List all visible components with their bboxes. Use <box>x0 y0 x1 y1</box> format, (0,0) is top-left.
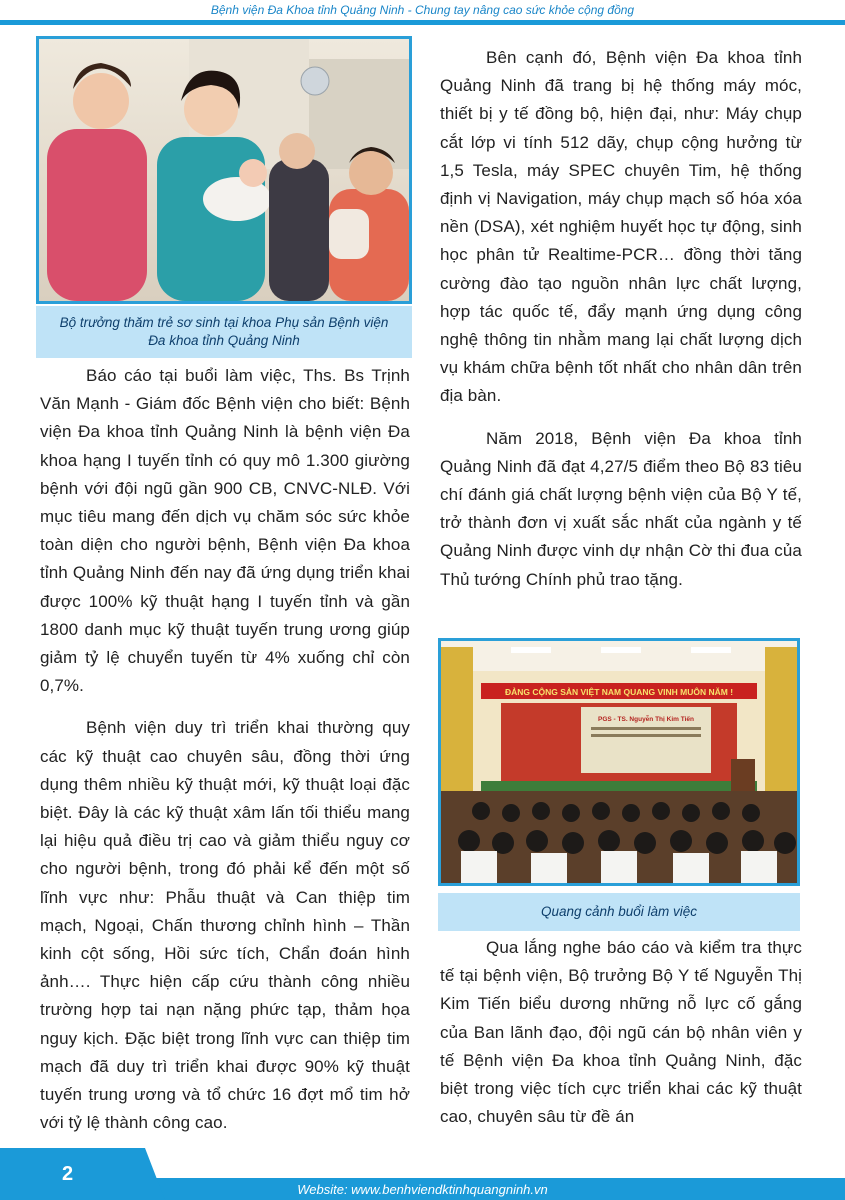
paragraph: Bệnh viện duy trì triển khai thường quy các kỹ thuật cao chuyên sâu, đồng thời ứng dụng thêm nhiều kỹ thuật mới, kỹ thuật loại đặc biệt. Đây là các kỹ thuật xâm lấn tối thiểu mang lại hiệu quả điều trị cao và giảm thiểu nguy cơ cho người bệnh, trong đó phải kể đến một số lĩnh vực như: Phẫu thuật và Can thiệp tim mạch, Ngoại, Chấn thương chỉnh hình – Thần kinh cột sống, Hồi sức tích, Chẩn đoán hình ảnh…. Thực hiện cấp cứu thành công nhiều trường hợp tai nạn nặng phức tạp, thảm họa nguy kịch. Đặc biệt trong lĩnh vực can thiệp tim mạch đã duy trì triển khai được 90% kỹ thuật tuyến trung ương và tổ chức 16 đợt mổ tim hở với tỷ lệ thành công cao. <box>40 718 410 1133</box>
photo-meeting-hall-caption: Quang cảnh buổi làm việc <box>438 893 800 931</box>
hall-banner-text: ĐẢNG CỘNG SẢN VIỆT NAM QUANG VINH MUÔN NĂM ! <box>504 687 734 697</box>
photo-minister-visit-image <box>39 39 409 301</box>
photo-meeting-hall-image <box>441 641 797 883</box>
right-column-top <box>440 44 802 594</box>
paragraph: Qua lắng nghe báo cáo và kiểm tra thực tế tại bệnh viện, Bộ trưởng Bộ Y tế Nguyễn Thị Kim Tiến biểu dương những nỗ lực cố gắng của Ban lãnh đạo, đội ngũ cán bộ nhân viên y tế Bệnh viện Đa khoa tỉnh Quảng Ninh, đặc biệt trong việc tích cực triển khai các kỹ thuật cao, chuyên sâu từ đề án <box>440 938 802 1127</box>
paragraph: Năm 2018, Bệnh viện Đa khoa tỉnh Quảng Ninh đã đạt 4,27/5 điểm theo Bộ 83 tiêu chí đánh giá chất lượng bệnh viện của Bộ Y tế, trở thành đơn vị xuất sắc nhất của ngành y tế Quảng Ninh được vinh dự nhận Cờ thi đua của Thủ tướng Chính phủ trao tặng. <box>440 428 802 589</box>
footer-website: Website: www.benhviendktinhquangninh.vn <box>297 1182 548 1197</box>
hall-screen-title: PGS - TS. Nguyễn Thị Kim Tiến <box>598 716 694 723</box>
photo-minister-visit-caption: Bộ trưởng thăm trẻ sơ sinh tại khoa Phụ sản Bệnh viện Đa khoa tỉnh Quảng Ninh <box>36 306 412 358</box>
header-bar <box>0 20 845 25</box>
photo-meeting-hall <box>438 638 800 886</box>
page-header <box>0 0 845 28</box>
paragraph: Báo cáo tại buổi làm việc, Ths. Bs Trịnh Văn Mạnh - Giám đốc Bệnh viện cho biết: Bệnh viện Đa khoa tỉnh Quảng Ninh là bệnh viện Đa khoa hạng I tuyến tỉnh có quy mô 1.300 giường bệnh với đội ngũ gần 900 CB, CNVC-NLĐ. Với mục tiêu mang đến dịch vụ chăm sóc sức khỏe toàn diện cho người bệnh, Bệnh viện Đa khoa tỉnh Quảng Ninh đến nay đã ứng dụng triển khai được 100% kỹ thuật hạng I tuyến tỉnh và gần 1800 danh mục kỹ thuật tuyến trung ương giúp giảm tỷ lệ chuyển tuyến từ 4% xuống chỉ còn 0,7%. <box>40 366 410 696</box>
page-number: 2 <box>62 1163 74 1185</box>
paragraph: Bên cạnh đó, Bệnh viện Đa khoa tỉnh Quảng Ninh đã trang bị hệ thống máy móc, thiết bị y tế đồng bộ, hiện đại, như: Máy chụp cắt lớp vi tính 512 dãy, chụp cộng hưởng từ 1,5 Tesla, máy SPEC chuyên Tim, hệ thống định vị Navigation, máy chụp mạch số hóa xóa nền (DSA), xét nghiệm huyết học tự động, sinh học phân tử Realtime-PCR… đồng thời tăng cường đào tạo nguồn nhân lực chất lượng, hợp tác quốc tế, đẩy mạnh ứng dụng công nghệ thông tin nhằm mang lại chất lượng dịch vụ khám chữa bệnh tốt nhất cho nhân dân trên địa bàn. <box>440 48 802 406</box>
header-title: Bệnh viện Đa Khoa tỉnh Quảng Ninh - Chung tay nâng cao sức khỏe cộng đồng <box>210 3 635 17</box>
page-footer <box>0 1148 845 1200</box>
right-column-bottom <box>440 934 802 1131</box>
left-column <box>40 362 410 1137</box>
photo-minister-visit <box>36 36 412 304</box>
